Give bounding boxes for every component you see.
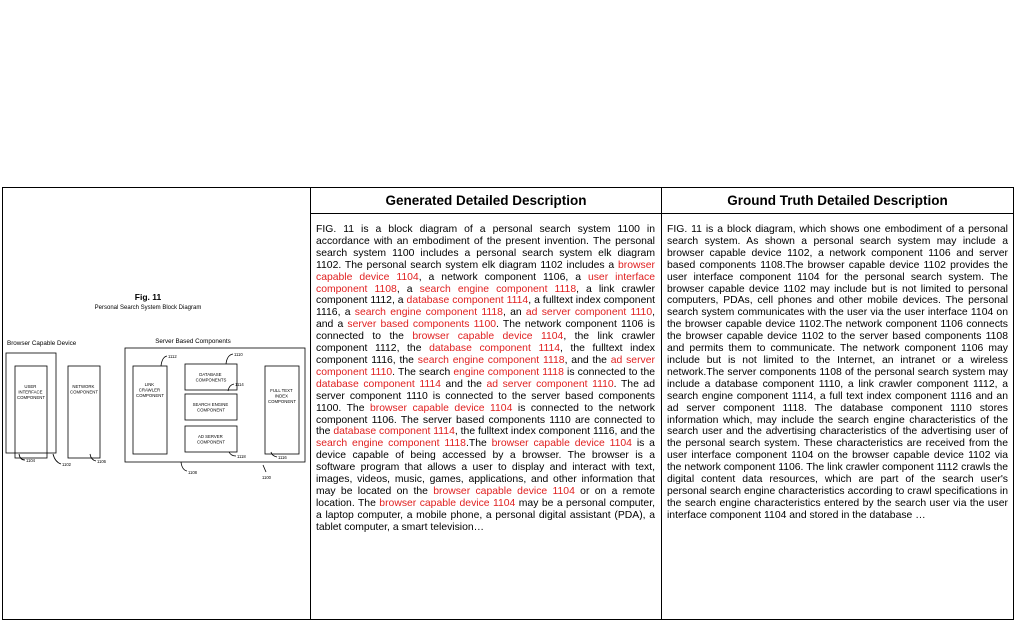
column-divider-left [310, 188, 311, 619]
leader-1108 [181, 462, 187, 471]
description-text: , a network component 1106, a [418, 271, 588, 283]
highlighted-phrase: database component 1114 [333, 426, 455, 438]
description-text: , a link crawler component 1112, a [316, 283, 655, 307]
ref-1106: 1106 [97, 459, 107, 464]
description-text: , the link crawler component 1112, the [316, 331, 655, 355]
ref-1104: 1104 [26, 458, 36, 463]
ref-1110: 1110 [234, 352, 243, 357]
highlighted-phrase: search engine component 1118 [417, 354, 565, 366]
highlighted-phrase: ad server component 1110 [525, 307, 653, 319]
browser-device-group-box [6, 353, 56, 453]
header-divider [310, 213, 1013, 214]
ref-1108: 1108 [188, 470, 198, 475]
highlighted-phrase: search engine component 1118 [316, 438, 466, 450]
browser-group-label: Browser Capable Device [7, 340, 77, 347]
search-engine-label: SEARCH ENGINE COMPONENT [192, 402, 229, 413]
highlighted-phrase: ad server component 1110 [316, 354, 655, 378]
highlighted-phrase: database component 1114 [316, 378, 441, 390]
comparison-table [2, 187, 1014, 620]
description-text: , the fulltext index component 1116, the [316, 343, 655, 366]
highlighted-phrase: browser capable device 1104 [491, 438, 632, 450]
description-text: , a fulltext index component 1116, a [316, 295, 656, 319]
leader-1110 [226, 354, 233, 364]
user-interface-box [15, 366, 47, 458]
leader-1102 [53, 454, 61, 464]
leader-1112 [161, 356, 167, 366]
leader-1104 [19, 454, 25, 460]
highlighted-phrase: server based components 1100 [347, 319, 496, 331]
ground-truth-description: FIG. 11 is a block diagram, which shows one embodiment of a personal search system. As shown a personal search system may include a browser capable device 1102, a network component 1106 and server based components 1108.The browser capable device 1102 provides the user interface component 1104 for the personal search system. The browser capable device 1102 may include but is not limited to personal computers, PDAs, cell phones and other mobile devices. The personal search system communicates with the user via the user interface 1104 on the browser capable device 1102.The network component 1106 connects the browser capable device 1102 to the server based components 1108 and permits them to communicate. The network component 1106 may include but is not limited to the Internet, an intranet or a wireless network.The server components 1108 of the personal search system may include a database component 1110, a link crawler component 1112, a search engine component 1114, a full text index component 1116 and an ad server component 1118. The database component 1110 stores information which, may include the search engine characteristics of the search user and the advertising characteristics of the advertising user of the personal search system. These characteristics are received from the user interface component 1104 on the browser capable device 1102 via the network component 1106. The link crawler component 1112 crawls the digital content data resources, which are part of the search user's personal search engine characteristics according to crawl specifications in the search engine characteristics entered by the search user via the user interface component 1104 and stored in the database … [667, 224, 1008, 521]
generated-header: Generated Detailed Description [385, 193, 587, 208]
ground-truth-header: Ground Truth Detailed Description [727, 193, 948, 208]
highlighted-phrase: database component 1114 [429, 343, 561, 355]
highlighted-phrase: browser capable device 1104 [412, 331, 564, 343]
network-box [68, 366, 100, 458]
generated-description [316, 224, 655, 534]
highlighted-phrase: browser capable device 1104 [379, 497, 516, 509]
highlighted-phrase: ad server component 1110 [486, 378, 614, 390]
network-label: NETWORK COMPONENT [70, 384, 98, 395]
leader-1100 [263, 465, 266, 472]
patent-figure [3, 188, 309, 619]
full-text-box [265, 366, 299, 454]
description-text: or on a remote location. The [316, 485, 655, 509]
description-text: , a [396, 283, 420, 295]
description-text: . The ad server component 1110 is connected to the server based components 1100. The [316, 378, 655, 414]
highlighted-phrase: search engine component 1118 [354, 307, 503, 319]
highlighted-phrase: browser capable device 1104 [433, 485, 575, 497]
link-crawler-box [133, 366, 167, 454]
ref-1112: 1112 [168, 354, 177, 359]
column-divider-right [661, 188, 662, 619]
description-text: , and a [316, 307, 655, 331]
description-text: . The network component 1106 is connected to the [316, 319, 655, 343]
ref-1100: 1100 [262, 475, 272, 480]
description-text: is connected to the [563, 366, 656, 378]
description-text: . The search [392, 366, 454, 378]
description-text: is connected to the network component 1106. The server based components 1110 are connected to the [316, 402, 655, 438]
description-text: , the fulltext index component 1116, and the [454, 426, 655, 438]
highlighted-phrase: browser capable device 1104 [370, 402, 513, 414]
description-text: may be a personal computer, a laptop computer, a mobile phone, a personal digital assistant (PDA), a tablet computer, a smart television… [316, 497, 655, 533]
link-crawler-label: LINK CRAWLER COMPONENT [136, 382, 164, 398]
database-label: DATABASE COMPONENTS [195, 372, 227, 383]
description-text: , an [502, 307, 526, 319]
ref-1102: 1102 [62, 462, 72, 467]
description-text: .The [465, 438, 492, 450]
description-text: and the [440, 378, 487, 390]
highlighted-phrase: user interface component 1108 [316, 271, 655, 295]
ad-server-label: AD SERVER COMPONENT [197, 434, 225, 445]
full-text-label: FULL TEXT INDEX COMPONENT [268, 388, 296, 404]
highlighted-phrase: browser capable device 1104 [316, 259, 655, 283]
server-group-label: Server Based Components [155, 338, 231, 345]
figure-title: Fig. 11 [134, 292, 162, 302]
description-text: FIG. 11 is a block diagram of a personal search system 1100 in accordance with an embodiment of the present invention. The personal search system 1100 includes a personal search system elk diagram 1102. The personal search system elk diagram 1102 includes a [316, 224, 655, 271]
figure-subtitle: Personal Search System Block Diagram [94, 305, 202, 311]
highlighted-phrase: database component 1114 [406, 295, 529, 307]
leader-1106 [90, 454, 96, 461]
leader-1118 [229, 452, 236, 456]
leader-1116 [271, 452, 277, 457]
user-interface-label: USER INTERFACE COMPONENT [17, 384, 45, 400]
ref-1118: 1118 [237, 454, 246, 459]
highlighted-phrase: engine component 1118 [453, 366, 564, 378]
ref-1114: 1114 [235, 382, 244, 387]
description-text: , and the [564, 354, 611, 366]
highlighted-phrase: search engine component 1118 [419, 283, 577, 295]
description-text: is a device capable of being accessed by a browser. The browser is a software program that allows a user to display and interact with text, images, videos, music, games, applications, and other information that may be located on the [316, 438, 655, 497]
ref-1116: 1116 [278, 455, 287, 460]
